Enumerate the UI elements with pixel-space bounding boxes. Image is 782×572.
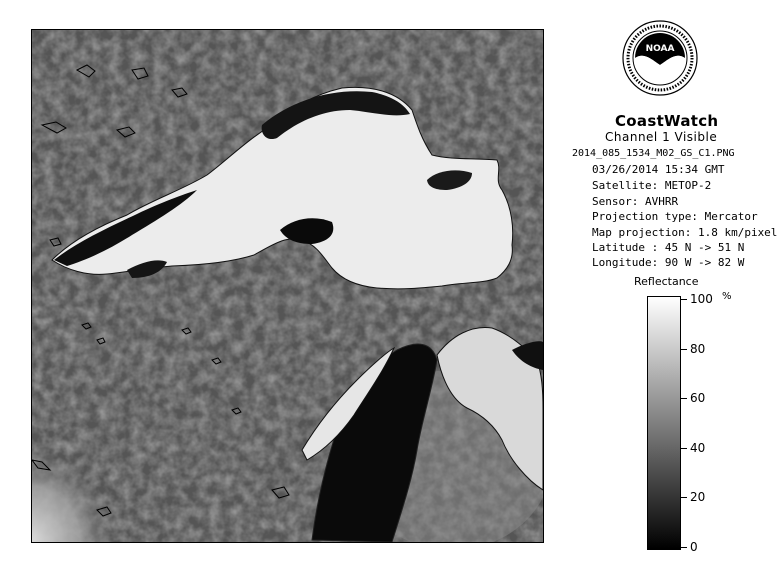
colorbar-tick-label: 80	[690, 341, 706, 356]
datetime-label: 03/26/2014 15:34 GMT	[592, 163, 725, 176]
colorbar-tick-label: 0	[690, 540, 698, 554]
svg-text:NOAA: NOAA	[645, 44, 675, 54]
satellite-image	[31, 29, 544, 543]
colorbar-tick	[680, 448, 687, 449]
filename-label: 2014_085_1534_M02_GS_C1.PNG	[572, 148, 735, 159]
colorbar-unit: %	[722, 291, 732, 302]
colorbar-tick	[680, 349, 687, 350]
sensor-label: Sensor: AVHRR	[592, 195, 679, 208]
projection-label: Projection type: Mercator	[592, 210, 758, 223]
noaa-logo-icon	[621, 19, 699, 109]
colorbar-label: Reflectance	[634, 275, 699, 288]
colorbar-tick	[680, 497, 687, 498]
colorbar-tick	[680, 398, 687, 399]
colorbar-tick	[680, 299, 687, 300]
satellite-label: Satellite: METOP-2	[592, 179, 712, 192]
latitude-label: Latitude : 45 N -> 51 N	[592, 241, 745, 254]
colorbar-tick-label: 100	[690, 292, 713, 306]
colorbar-tick-label: 60	[690, 391, 706, 406]
colorbar-tick	[680, 547, 687, 548]
map-projection-label: Map projection: 1.8 km/pixel	[592, 226, 778, 239]
reflectance-colorbar	[647, 296, 681, 550]
channel-label: Channel 1 Visible	[605, 130, 718, 144]
colorbar-tick-label: 40	[690, 440, 706, 455]
longitude-label: Longitude: 90 W -> 82 W	[592, 256, 745, 269]
colorbar-tick-label: 20	[690, 490, 706, 505]
page-title: CoastWatch	[615, 112, 719, 130]
